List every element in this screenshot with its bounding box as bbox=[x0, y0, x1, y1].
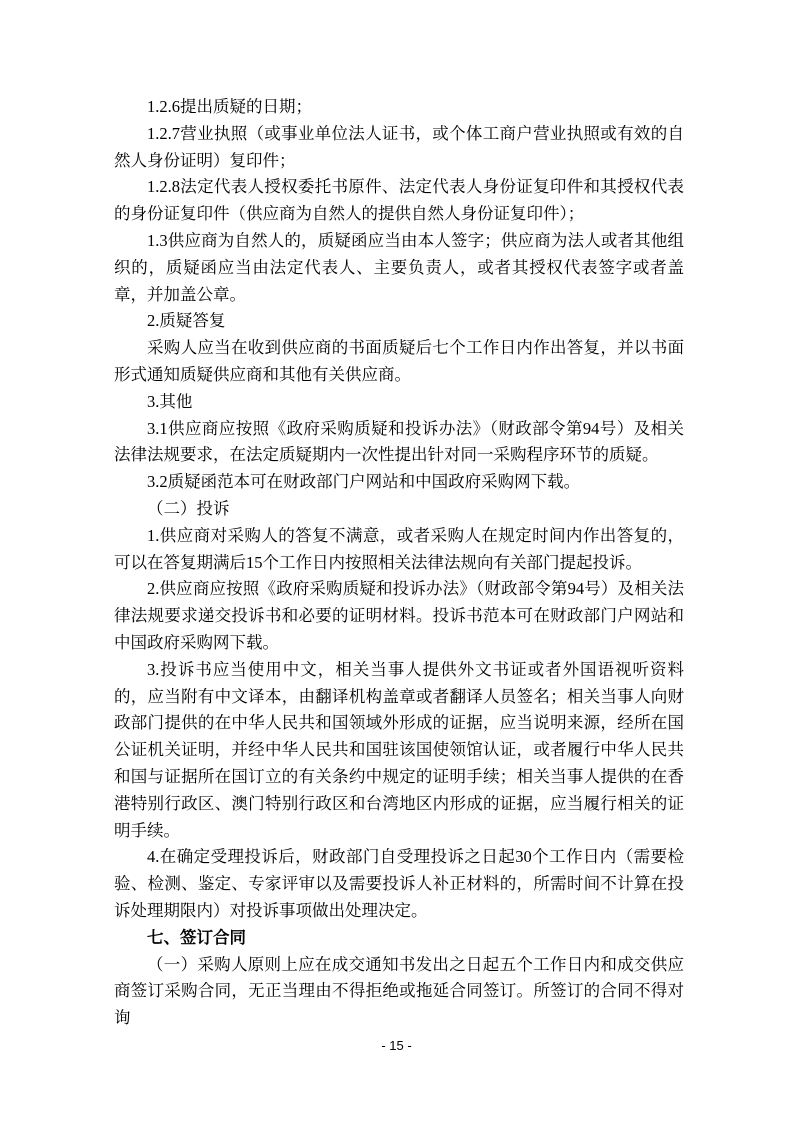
page-content bbox=[114, 94, 684, 1032]
paragraph: 1.2.8法定代表人授权委托书原件、法定代表人身份证复印件和其授权代表的身份证复印件（供应商为自然人的提供自然人身份证复印件）； bbox=[114, 177, 684, 224]
paragraph: 2.质疑答复 bbox=[147, 311, 226, 331]
paragraph: 1.2.7营业执照（或事业单位法人证书，或个体工商户营业执照或有效的自然人身份证明）复印件； bbox=[114, 123, 684, 170]
paragraph: 采购人应当在收到供应商的书面质疑后七个工作日内作出答复，并以书面形式通知质疑供应商和其他有关供应商。 bbox=[114, 338, 684, 384]
paragraph: （一）采购人原则上应在成交通知书发出之日起五个工作日内和成交供应商签订采购合同，无正当理由不得拒绝或拖延合同签订。所签订的合同不得对询 bbox=[114, 954, 684, 1028]
paragraph: 3.2质疑函范本可在财政部门户网站和中国政府采购网下载。 bbox=[147, 472, 581, 492]
paragraph: 4.在确定受理投诉后，财政部门自受理投诉之日起30个工作日内（需要检验、检测、鉴定、专家评审以及需要投诉人补正材料的，所需时间不计算在投诉处理期限内）对投诉事项做出处理决定。 bbox=[114, 847, 684, 920]
paragraph: 1.2.6提出质疑的日期； bbox=[147, 97, 312, 116]
paragraph: （二）投诉 bbox=[147, 498, 230, 518]
paragraph: 3.1供应商应按照《政府采购质疑和投诉办法》（财政部令第94号）及相关法律法规要求，在法定质疑期内一次性提出针对同一采购程序环节的质疑。 bbox=[114, 418, 684, 465]
paragraph: 1.3供应商为自然人的，质疑函应当由本人签字；供应商为法人或者其他组织的，质疑函应当由法定代表人、主要负责人，或者其授权代表签字或者盖章，并加盖公章。 bbox=[114, 230, 684, 304]
page-number: - 15 - bbox=[381, 1038, 412, 1053]
paragraph: 2.供应商应按照《政府采购质疑和投诉办法》（财政部令第94号）及相关法律法规要求递交投诉书和必要的证明材料。投诉书范本可在财政部门户网站和中国政府采购网下载。 bbox=[114, 579, 684, 652]
paragraph: 1.供应商对采购人的答复不满意，或者采购人在规定时间内作出答复的，可以在答复期满后15个工作日内按照相关法律法规向有关部门提起投诉。 bbox=[114, 525, 684, 572]
section-heading: 七、签订合同 bbox=[147, 927, 246, 947]
paragraph: 3.其他 bbox=[147, 391, 193, 411]
paragraph: 3.投诉书应当使用中文，相关当事人提供外文书证或者外国语视听资料的，应当附有中文译本，由翻译机构盖章或者翻译人员签名；相关当事人向财政部门提供的在中华人民共和国领域外形成的证据，应当说明来源，经所在国公证机关证明，并经中华人民共和国驻该国使领馆认证，或者履行中华人民共和国与证据所在国订立的有关条约中规定的证明手续；相关当事人提供的在香港特别行政区、澳门特别行政区和台湾地区内形成的证据，应当履行相关的证明手续。 bbox=[114, 659, 684, 840]
